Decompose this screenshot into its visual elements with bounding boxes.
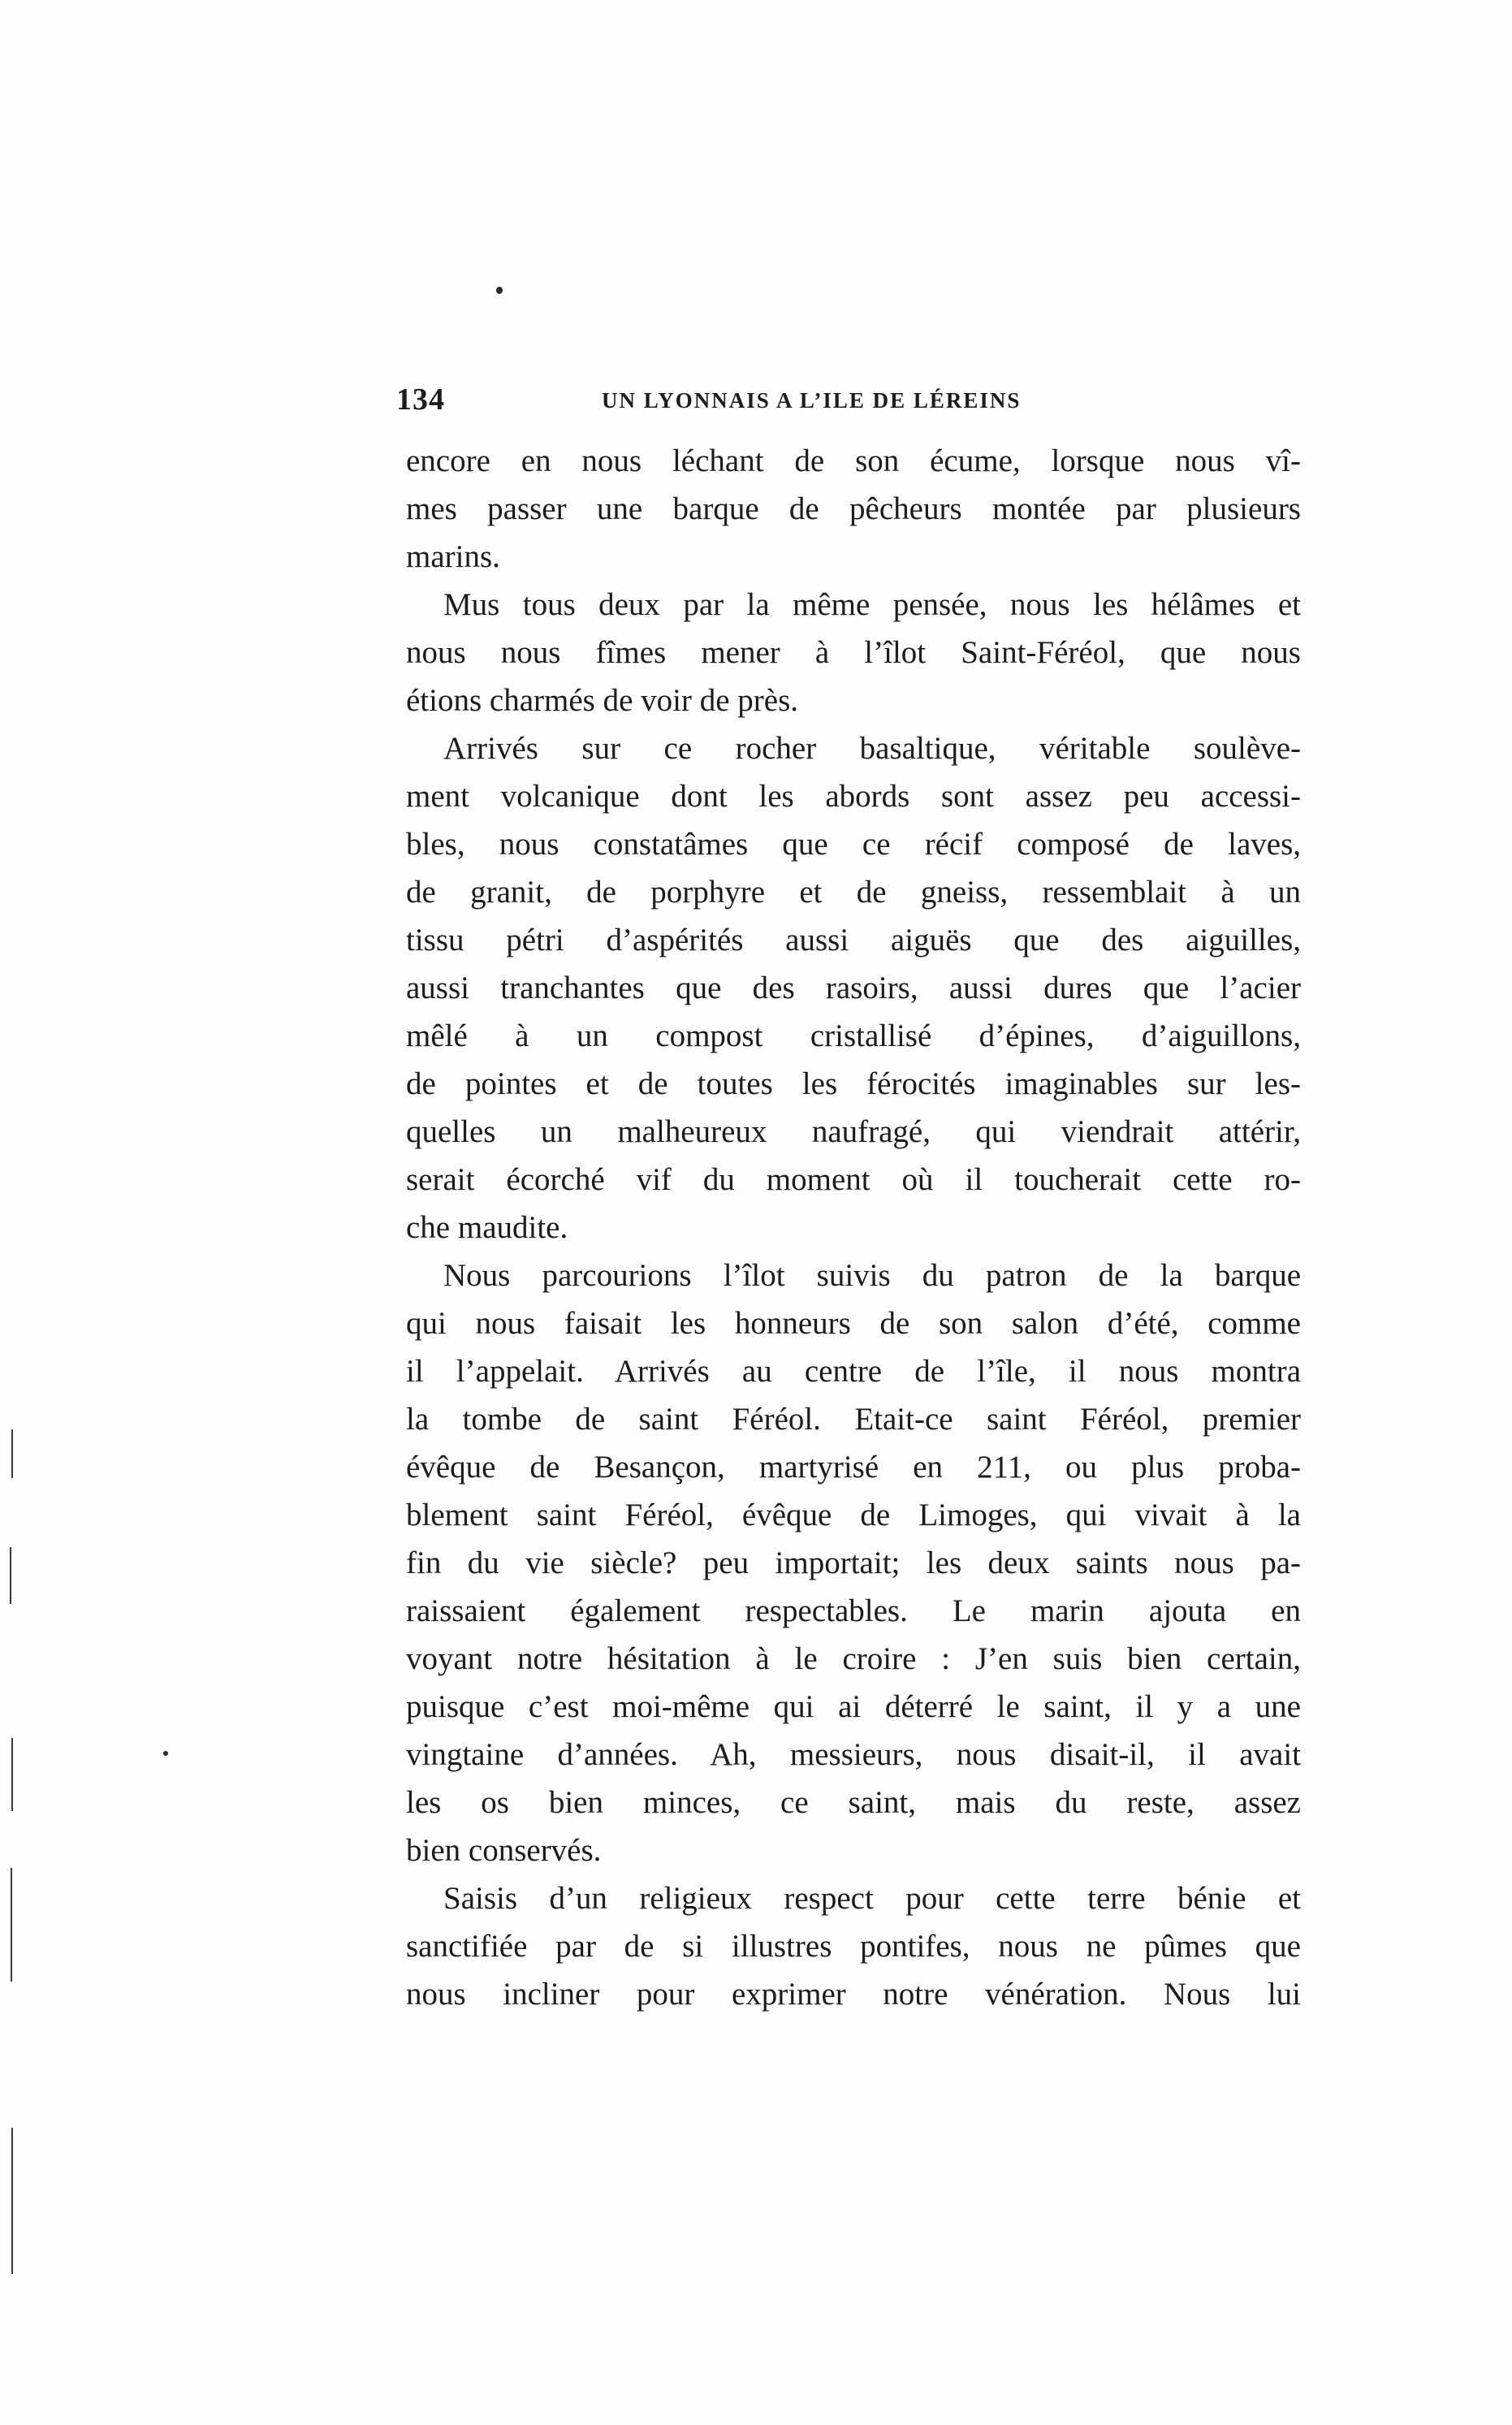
text-line: quelles un malheureux naufragé, qui viendrait attérir, bbox=[406, 1114, 1301, 1149]
text-line: serait écorché vif du moment où il toucherait cette ro- bbox=[406, 1162, 1301, 1197]
text-line: de pointes et de toutes les férocités imaginables sur les- bbox=[406, 1066, 1301, 1101]
text-line: la tombe de saint Féréol. Etait-ce saint Féréol, premier bbox=[406, 1402, 1301, 1437]
text-line: puisque c’est moi-même qui ai déterré le saint, il y a une bbox=[406, 1689, 1301, 1724]
text-line: marins. bbox=[406, 539, 500, 574]
text-line: raissaient également respectables. Le marin ajouta en bbox=[406, 1593, 1301, 1628]
text-line: che maudite. bbox=[406, 1210, 568, 1245]
text-line: Saisis d’un religieux respect pour cette terre bénie et bbox=[443, 1881, 1301, 1916]
text-line: voyant notre hésitation à le croire : J’en suis bien certain, bbox=[406, 1641, 1301, 1676]
text-line: Mus tous deux par la même pensée, nous les hélâmes et bbox=[443, 587, 1301, 622]
running-head bbox=[396, 382, 1315, 422]
text-line: encore en nous léchant de son écume, lorsque nous vî- bbox=[406, 443, 1301, 478]
text-line: tissu pétri d’aspérités aussi aiguës que des aiguilles, bbox=[406, 923, 1301, 957]
text-line: de granit, de porphyre et de gneiss, ressemblait à un bbox=[406, 875, 1301, 910]
ink-speck bbox=[163, 1751, 168, 1756]
binding-edge-mark bbox=[11, 1429, 13, 1478]
text-line: aussi tranchantes que des rasoirs, aussi dures que l’acier bbox=[406, 970, 1301, 1005]
binding-edge-mark bbox=[10, 1547, 11, 1604]
body-text bbox=[406, 437, 1301, 2018]
text-line: vingtaine d’années. Ah, messieurs, nous disait-il, il avait bbox=[406, 1737, 1301, 1772]
text-line: ment volcanique dont les abords sont assez peu accessi- bbox=[406, 779, 1301, 814]
running-title: UN LYONNAIS A L’ILE DE LÉREINS bbox=[602, 388, 1022, 413]
text-line: sanctifiée par de si illustres pontifes, nous ne pûmes que bbox=[406, 1929, 1301, 1964]
ink-speck bbox=[496, 287, 503, 294]
text-line: mêlé à un compost cristallisé d’épines, d’aiguillons, bbox=[406, 1018, 1301, 1053]
text-line: mes passer une barque de pêcheurs montée par plusieurs bbox=[406, 491, 1301, 526]
text-line: Arrivés sur ce rocher basaltique, véritable soulève- bbox=[443, 731, 1301, 766]
text-line: il l’appelait. Arrivés au centre de l’île, il nous montra bbox=[406, 1354, 1301, 1389]
binding-edge-mark bbox=[11, 1868, 12, 1982]
text-line: Nous parcourions l’îlot suivis du patron de la barque bbox=[443, 1258, 1301, 1293]
binding-edge-mark bbox=[11, 1738, 13, 1811]
text-line: bien conservés. bbox=[406, 1833, 602, 1868]
text-line: nous nous fîmes mener à l’îlot Saint-Féréol, que nous bbox=[406, 635, 1301, 670]
text-line: étions charmés de voir de près. bbox=[406, 683, 799, 718]
text-line: nous incliner pour exprimer notre vénération. Nous lui bbox=[406, 1977, 1301, 2012]
text-line: bles, nous constatâmes que ce récif composé de laves, bbox=[406, 827, 1301, 862]
page-number: 134 bbox=[396, 383, 445, 417]
binding-edge-mark bbox=[11, 2128, 13, 2274]
text-line: fin du vie siècle? peu importait; les deux saints nous pa- bbox=[406, 1545, 1301, 1580]
text-line: qui nous faisait les honneurs de son salon d’été, comme bbox=[406, 1306, 1301, 1341]
text-line: les os bien minces, ce saint, mais du reste, assez bbox=[406, 1785, 1301, 1820]
text-line: blement saint Féréol, évêque de Limoges, qui vivait à la bbox=[406, 1498, 1301, 1532]
text-line: évêque de Besançon, martyrisé en 211, ou plus proba- bbox=[406, 1450, 1301, 1485]
